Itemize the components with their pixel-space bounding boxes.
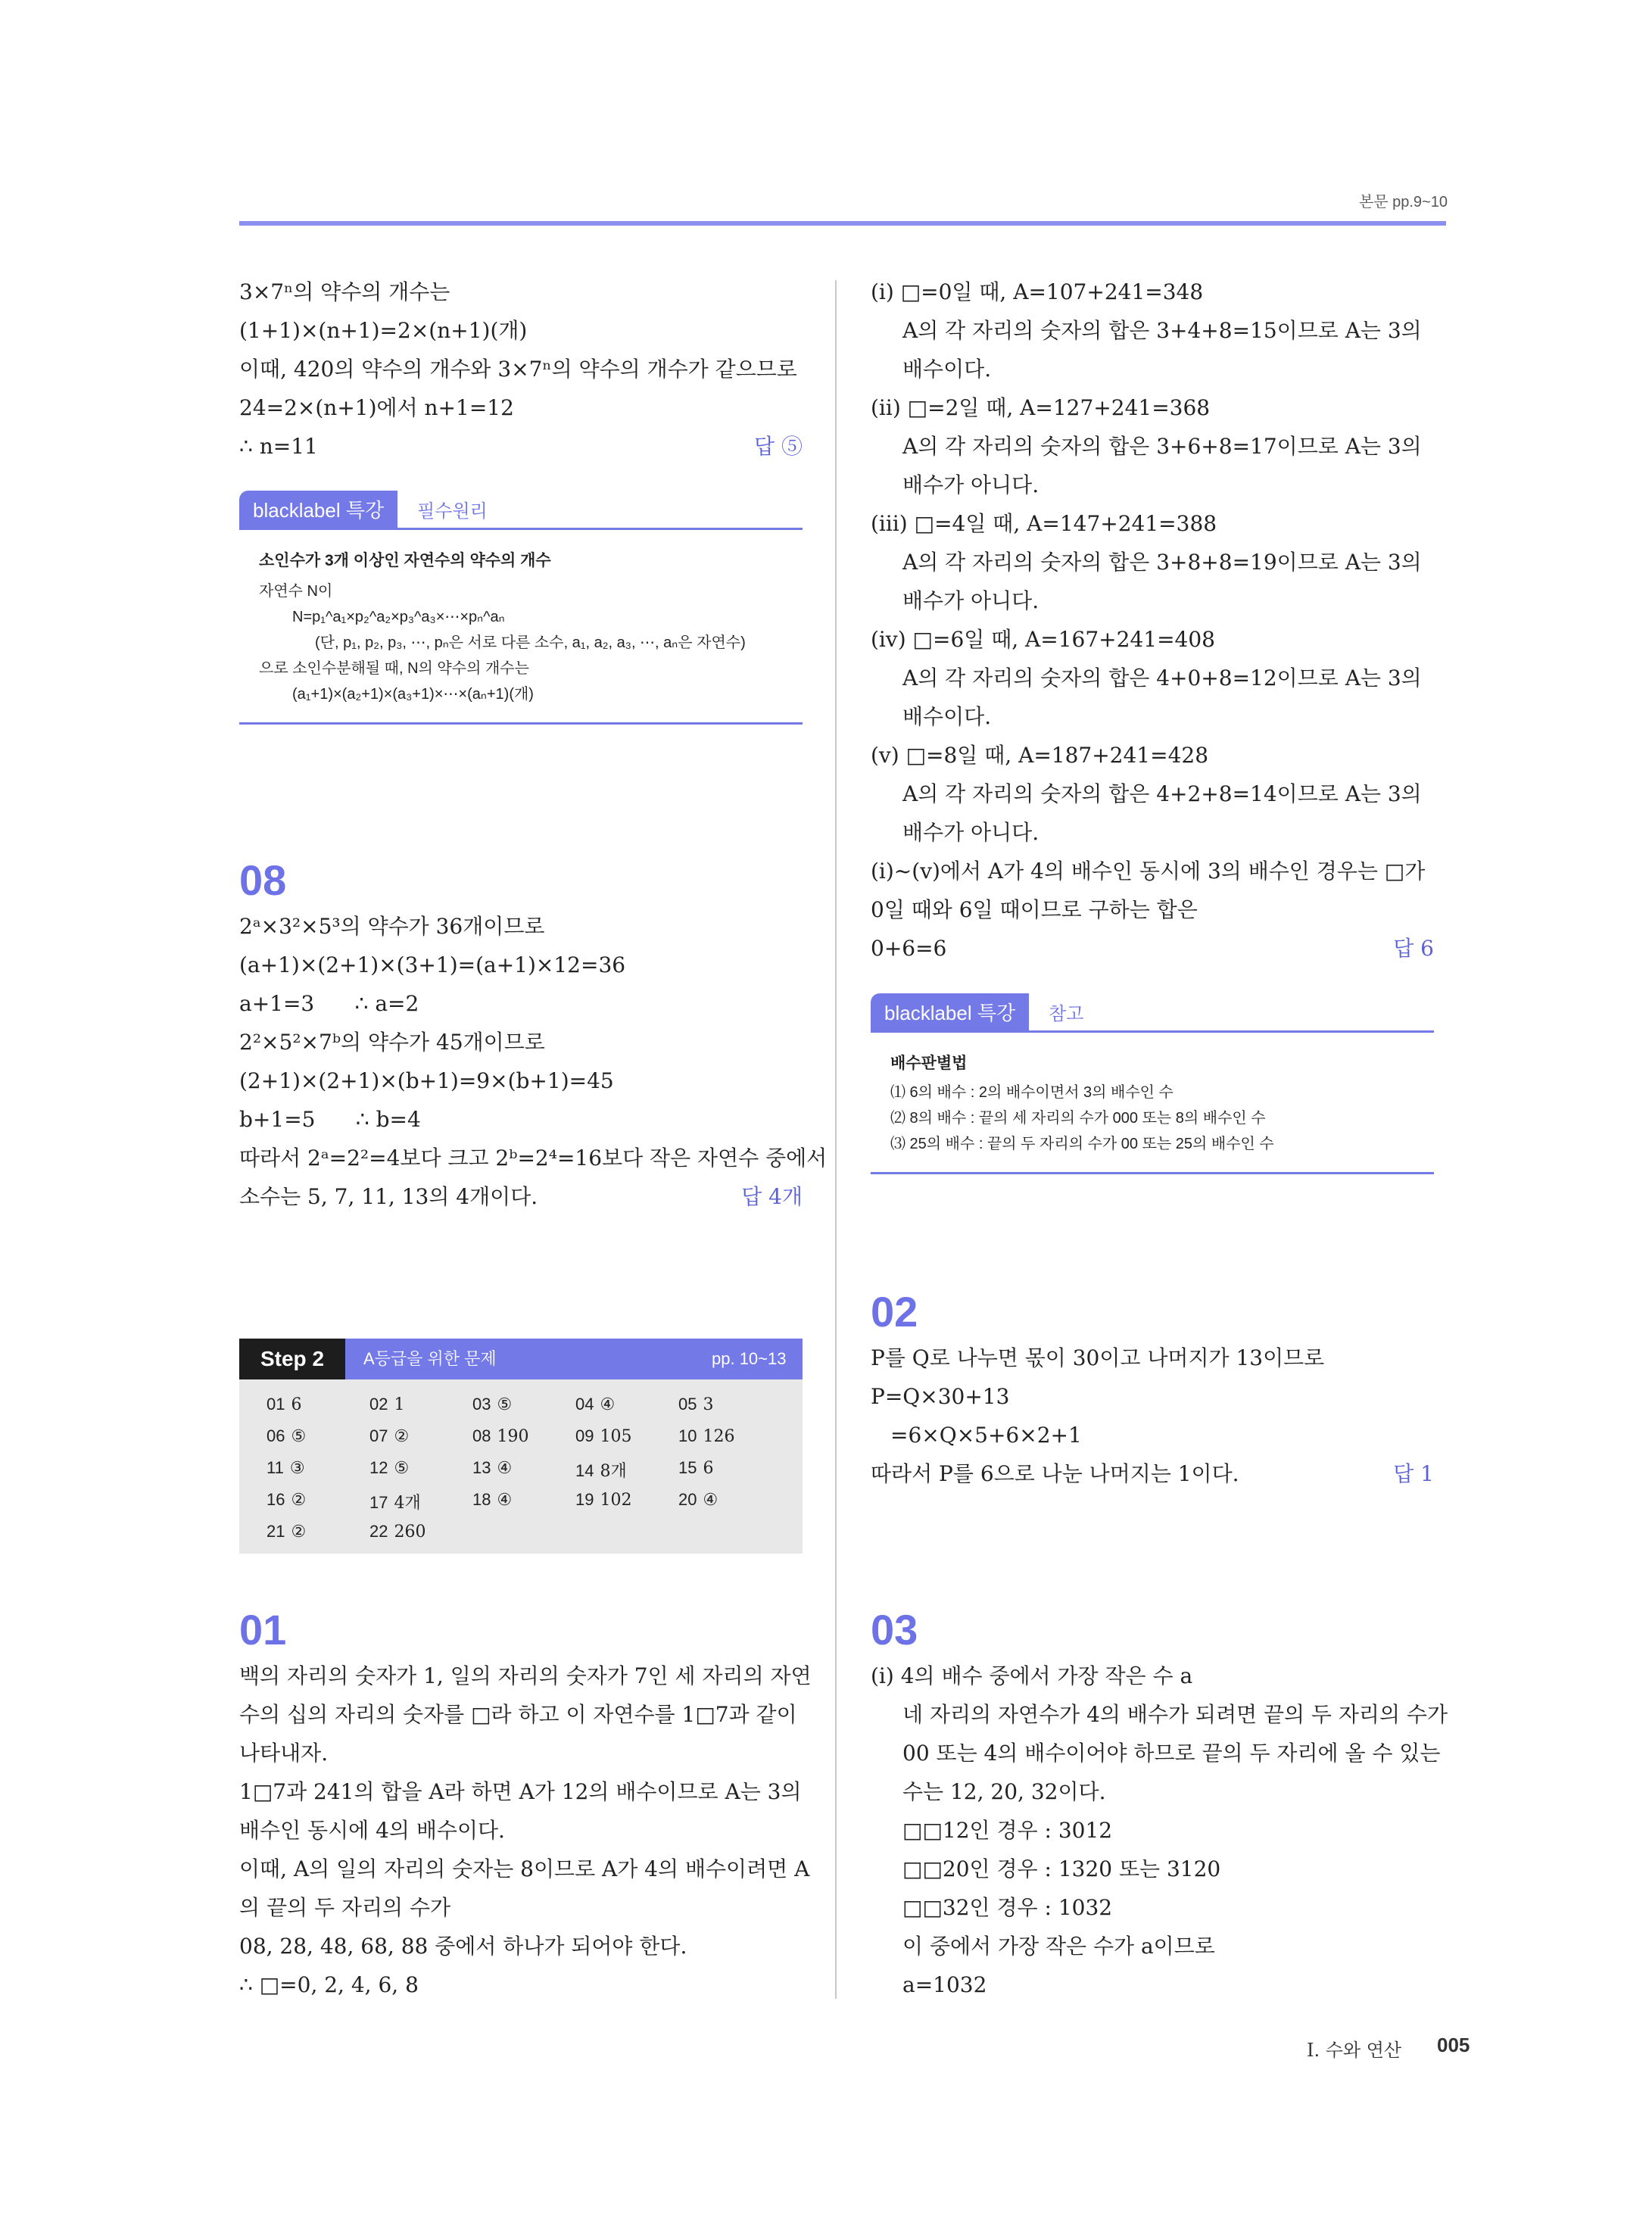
text-line: 2²×5²×7ᵇ의 약수가 45개이므로 bbox=[239, 1030, 545, 1055]
text-line: □□32인 경우 : 1032 bbox=[902, 1895, 1113, 1920]
step2-item-answer: ④ bbox=[497, 1491, 513, 1510]
box-line: 자연수 N이 bbox=[259, 583, 333, 600]
box-rule bbox=[871, 1030, 1434, 1033]
text-line: 백의 자리의 숫자가 1, 일의 자리의 숫자가 7인 세 자리의 자연 bbox=[239, 1663, 812, 1688]
box-line: (단, p₁, p₂, p₃, ⋯, pₙ은 서로 다른 소수, a₁, a₂, a₃, ⋯, aₙ은 자연수) bbox=[315, 634, 746, 651]
step2-item-answer: ④ bbox=[600, 1395, 616, 1414]
text: ∴ n=11 bbox=[239, 434, 318, 459]
step2-label: Step 2 bbox=[239, 1339, 345, 1379]
step2-item-answer: ② bbox=[394, 1427, 410, 1446]
step2-item-number: 04 bbox=[575, 1395, 594, 1414]
box-tag: blacklabel 특강 bbox=[871, 993, 1029, 1030]
step2-item-number: 18 bbox=[472, 1490, 491, 1509]
box-line: ⑴ 6의 배수 : 2의 배수이면서 3의 배수인 수 bbox=[890, 1084, 1174, 1101]
step2-item-number: 12 bbox=[369, 1458, 388, 1477]
text-line: 이때, 420의 약수의 개수와 3×7ⁿ의 약수의 개수가 같으므로 bbox=[239, 357, 797, 382]
text-line: (ⅲ) □=4일 때, A=147+241=388 bbox=[871, 511, 1217, 536]
box-title: 소인수가 3개 이상인 자연수의 약수의 개수 bbox=[259, 552, 551, 569]
step2-item-number: 05 bbox=[678, 1395, 697, 1414]
step2-item-number: 07 bbox=[369, 1426, 388, 1445]
text-line: 배수인 동시에 4의 배수이다. bbox=[239, 1818, 505, 1843]
text-line: 08, 28, 48, 68, 88 중에서 하나가 되어야 한다. bbox=[239, 1934, 687, 1959]
answer: 답 6 bbox=[1393, 936, 1434, 961]
step2-answer-item bbox=[575, 1458, 627, 1482]
step2-answer-item bbox=[678, 1426, 734, 1446]
step2-item-number: 14 bbox=[575, 1461, 594, 1480]
box-tag: blacklabel 특강 bbox=[239, 491, 397, 528]
step2-answer-item bbox=[678, 1395, 713, 1414]
section-01 bbox=[239, 1604, 812, 2004]
step2-item-answer: ② bbox=[291, 1523, 307, 1541]
step2-item-answer: ③ bbox=[289, 1459, 305, 1478]
section-heading: 03 bbox=[871, 1606, 918, 1654]
text-line: 수의 십의 자리의 숫자를 □라 하고 이 자연수를 1□7과 같이 bbox=[239, 1702, 797, 1727]
step2-answer-item bbox=[472, 1458, 512, 1478]
text-line: A의 각 자리의 숫자의 합은 3+4+8=15이므로 A는 3의 bbox=[902, 318, 1422, 343]
text-line: (a+1)×(2+1)×(3+1)=(a+1)×12=36 bbox=[239, 952, 626, 977]
step2-item-number: 15 bbox=[678, 1458, 697, 1477]
text-line: 배수가 아니다. bbox=[902, 588, 1040, 613]
step2-item-answer: 6 bbox=[703, 1459, 714, 1478]
step2-item-answer: ② bbox=[291, 1491, 307, 1510]
text-line: 따라서 2ᵃ=2²=4보다 크고 2ᵇ=2⁴=16보다 작은 자연수 중에서 bbox=[239, 1146, 828, 1170]
step2-answer-item bbox=[267, 1522, 306, 1541]
step2-answer-item bbox=[267, 1458, 305, 1478]
step2-item-number: 03 bbox=[472, 1395, 491, 1414]
right-top-solution bbox=[871, 273, 1434, 968]
text: 소수는 5, 7, 11, 13의 4개이다. bbox=[239, 1184, 538, 1209]
step2-item-number: 22 bbox=[369, 1522, 388, 1541]
text-line: a+1=3 ∴ a=2 bbox=[239, 991, 419, 1016]
text-line: 3×7ⁿ의 약수의 개수는 bbox=[239, 279, 450, 304]
step2-answer-item bbox=[267, 1395, 301, 1414]
answer: 답 ⑤ bbox=[754, 434, 803, 459]
step2-answer-item bbox=[369, 1458, 409, 1478]
text-line: 네 자리의 자연수가 4의 배수가 되려면 끝의 두 자리의 수가 bbox=[902, 1702, 1448, 1727]
text-line: (2+1)×(2+1)×(b+1)=9×(b+1)=45 bbox=[239, 1068, 614, 1093]
left-top-solution bbox=[239, 273, 803, 466]
text-line: 의 끝의 두 자리의 수가 bbox=[239, 1895, 451, 1920]
text-line: 2ᵃ×3²×5³의 약수가 36개이므로 bbox=[239, 914, 545, 939]
step2-title: A등급을 위한 문제 bbox=[363, 1349, 497, 1368]
text-line: A의 각 자리의 숫자의 합은 3+8+8=19이므로 A는 3의 bbox=[902, 550, 1422, 575]
step2-answer-item bbox=[369, 1522, 425, 1541]
section-heading: 02 bbox=[871, 1288, 918, 1336]
step2-pages: pp. 10~13 bbox=[712, 1349, 787, 1368]
text: 0+6=6 bbox=[871, 936, 947, 961]
step2-item-number: 17 bbox=[369, 1493, 388, 1512]
text-line: (ⅳ) □=6일 때, A=167+241=408 bbox=[871, 627, 1215, 652]
text-line: A의 각 자리의 숫자의 합은 3+6+8=17이므로 A는 3의 bbox=[902, 434, 1422, 459]
text-line: 0일 때와 6일 때이므로 구하는 합은 bbox=[871, 897, 1198, 922]
text-line: b+1=5 ∴ b=4 bbox=[239, 1107, 421, 1132]
box-line: N=p₁^a₁×p₂^a₂×p₃^a₃×⋯×pₙ^aₙ bbox=[292, 609, 505, 625]
text-line: (ⅱ) □=2일 때, A=127+241=368 bbox=[871, 395, 1211, 420]
step2-item-number: 02 bbox=[369, 1395, 388, 1414]
step2-answer-item bbox=[472, 1490, 512, 1510]
page-reference: 본문 pp.9~10 bbox=[1358, 194, 1448, 210]
step2-item-answer: 6 bbox=[291, 1395, 302, 1414]
step2-item-answer: 1 bbox=[394, 1395, 405, 1414]
step2-item-number: 10 bbox=[678, 1426, 697, 1445]
text-line: 1□7과 241의 합을 A라 하면 A가 12의 배수이므로 A는 3의 bbox=[239, 1779, 802, 1804]
box-line: (a₁+1)×(a₂+1)×(a₃+1)×⋯×(aₙ+1)(개) bbox=[292, 686, 534, 703]
step2-answer-item bbox=[575, 1490, 631, 1510]
text-line: (ⅰ) 4의 배수 중에서 가장 작은 수 a bbox=[871, 1663, 1193, 1688]
step2-item-number: 13 bbox=[472, 1458, 491, 1477]
text: 따라서 P를 6으로 나눈 나머지는 1이다. bbox=[871, 1461, 1239, 1486]
box-title: 배수판별법 bbox=[890, 1055, 968, 1072]
box-rule bbox=[239, 528, 803, 530]
step2-item-number: 09 bbox=[575, 1426, 594, 1445]
step2-item-answer: 8개 bbox=[600, 1462, 627, 1481]
step2-item-number: 06 bbox=[267, 1426, 285, 1445]
text-line bbox=[871, 1454, 1434, 1493]
page-number: 005 bbox=[1437, 2034, 1470, 2056]
text-line: (ⅰ) □=0일 때, A=107+241=348 bbox=[871, 279, 1204, 304]
step2-answer-item bbox=[472, 1426, 528, 1446]
text-line: 배수이다. bbox=[902, 357, 992, 382]
text-line: 00 또는 4의 배수이어야 하므로 끝의 두 자리에 올 수 있는 bbox=[902, 1741, 1441, 1766]
text-line: =6×Q×5+6×2+1 bbox=[890, 1423, 1082, 1448]
text-line: 나타내자. bbox=[239, 1741, 329, 1766]
text-line: 이 중에서 가장 작은 수가 a이므로 bbox=[902, 1934, 1215, 1959]
text-line: (1+1)×(n+1)=2×(n+1)(개) bbox=[239, 318, 528, 343]
step2-item-number: 20 bbox=[678, 1490, 697, 1509]
box-subtag: 필수원리 bbox=[417, 501, 488, 522]
step2-answer-item bbox=[267, 1426, 306, 1446]
answer: 답 4개 bbox=[741, 1184, 803, 1209]
text-line: □□20인 경우 : 1320 또는 3120 bbox=[902, 1856, 1221, 1881]
step2-answer-item bbox=[678, 1490, 718, 1510]
text-line: P=Q×30+13 bbox=[871, 1384, 1010, 1409]
step2-answer-item bbox=[267, 1490, 306, 1510]
section-08 bbox=[239, 854, 828, 1216]
text-line: 수는 12, 20, 32이다. bbox=[902, 1779, 1106, 1804]
step2-answer-item bbox=[369, 1490, 421, 1513]
step2-answer-item bbox=[369, 1395, 404, 1414]
text-line: (ⅴ) □=8일 때, A=187+241=428 bbox=[871, 743, 1209, 768]
section-02 bbox=[871, 1286, 1434, 1493]
step2-item-answer: ④ bbox=[703, 1491, 718, 1510]
text-line bbox=[239, 427, 803, 466]
step2-answer-grid bbox=[239, 1379, 803, 1554]
step2-item-number: 01 bbox=[267, 1395, 285, 1414]
box-line: 으로 소인수분해될 때, N의 약수의 개수는 bbox=[259, 660, 529, 677]
text-line: A의 각 자리의 숫자의 합은 4+0+8=12이므로 A는 3의 bbox=[902, 666, 1422, 690]
step2-item-answer: ⑤ bbox=[394, 1459, 410, 1478]
step2-item-number: 19 bbox=[575, 1490, 594, 1509]
text-line: 배수가 아니다. bbox=[902, 820, 1040, 845]
text-line: a=1032 bbox=[902, 1972, 987, 1997]
step2-item-answer: 102 bbox=[600, 1491, 632, 1510]
step2-item-number: 16 bbox=[267, 1490, 285, 1509]
box-subtag: 참고 bbox=[1049, 1004, 1084, 1024]
step2-item-answer: ⑤ bbox=[497, 1395, 513, 1414]
section-heading: 08 bbox=[239, 856, 287, 904]
header-rule bbox=[239, 221, 1446, 226]
step2-item-answer: 190 bbox=[497, 1427, 529, 1446]
step2-item-answer: 105 bbox=[600, 1427, 632, 1446]
text-line: A의 각 자리의 숫자의 합은 4+2+8=14이므로 A는 3의 bbox=[902, 781, 1422, 806]
section-heading: 01 bbox=[239, 1606, 287, 1654]
column-divider bbox=[835, 280, 837, 1999]
step2-item-answer: 4개 bbox=[394, 1494, 421, 1513]
blacklabel-box-1 bbox=[239, 491, 803, 725]
step2-item-number: 21 bbox=[267, 1522, 285, 1541]
step2-item-answer: 260 bbox=[394, 1523, 426, 1541]
text-line: P를 Q로 나누면 몫이 30이고 나머지가 13이므로 bbox=[871, 1345, 1325, 1370]
box-line: ⑶ 25의 배수 : 끝의 두 자리의 수가 00 또는 25의 배수인 수 bbox=[890, 1136, 1274, 1152]
step2-item-number: 08 bbox=[472, 1426, 491, 1445]
blacklabel-box-2 bbox=[871, 993, 1434, 1174]
text-line: 배수이다. bbox=[902, 704, 992, 729]
step2-answer-item bbox=[575, 1395, 615, 1414]
text-line: 이때, A의 일의 자리의 숫자는 8이므로 A가 4의 배수이려면 A bbox=[239, 1856, 810, 1881]
text-line: 24=2×(n+1)에서 n+1=12 bbox=[239, 395, 514, 420]
text-line bbox=[239, 1177, 803, 1216]
box-line: ⑵ 8의 배수 : 끝의 세 자리의 수가 000 또는 8의 배수인 수 bbox=[890, 1110, 1266, 1127]
answer: 답 1 bbox=[1393, 1461, 1434, 1486]
text-line: ∴ □=0, 2, 4, 6, 8 bbox=[239, 1972, 419, 1997]
box-rule bbox=[239, 722, 803, 725]
step2-item-answer: ④ bbox=[497, 1459, 513, 1478]
text-line bbox=[871, 929, 1434, 968]
text-line: □□12인 경우 : 3012 bbox=[902, 1818, 1113, 1843]
step2-answer-item bbox=[472, 1395, 512, 1414]
chapter-label: I. 수와 연산 bbox=[1307, 2040, 1402, 2061]
step2-answer-item bbox=[678, 1458, 713, 1478]
step2-item-number: 11 bbox=[267, 1458, 284, 1477]
text-line: 배수가 아니다. bbox=[902, 472, 1040, 497]
step2-answer-item bbox=[369, 1426, 409, 1446]
box-rule bbox=[871, 1172, 1434, 1174]
text-line: (ⅰ)~(ⅴ)에서 A가 4의 배수인 동시에 3의 배수인 경우는 □가 bbox=[871, 859, 1426, 884]
step2-item-answer: 3 bbox=[703, 1395, 714, 1414]
step2-item-answer: ⑤ bbox=[291, 1427, 307, 1446]
step2-answer-item bbox=[575, 1426, 631, 1446]
step2-item-answer: 126 bbox=[703, 1427, 735, 1446]
section-03 bbox=[871, 1604, 1448, 2004]
